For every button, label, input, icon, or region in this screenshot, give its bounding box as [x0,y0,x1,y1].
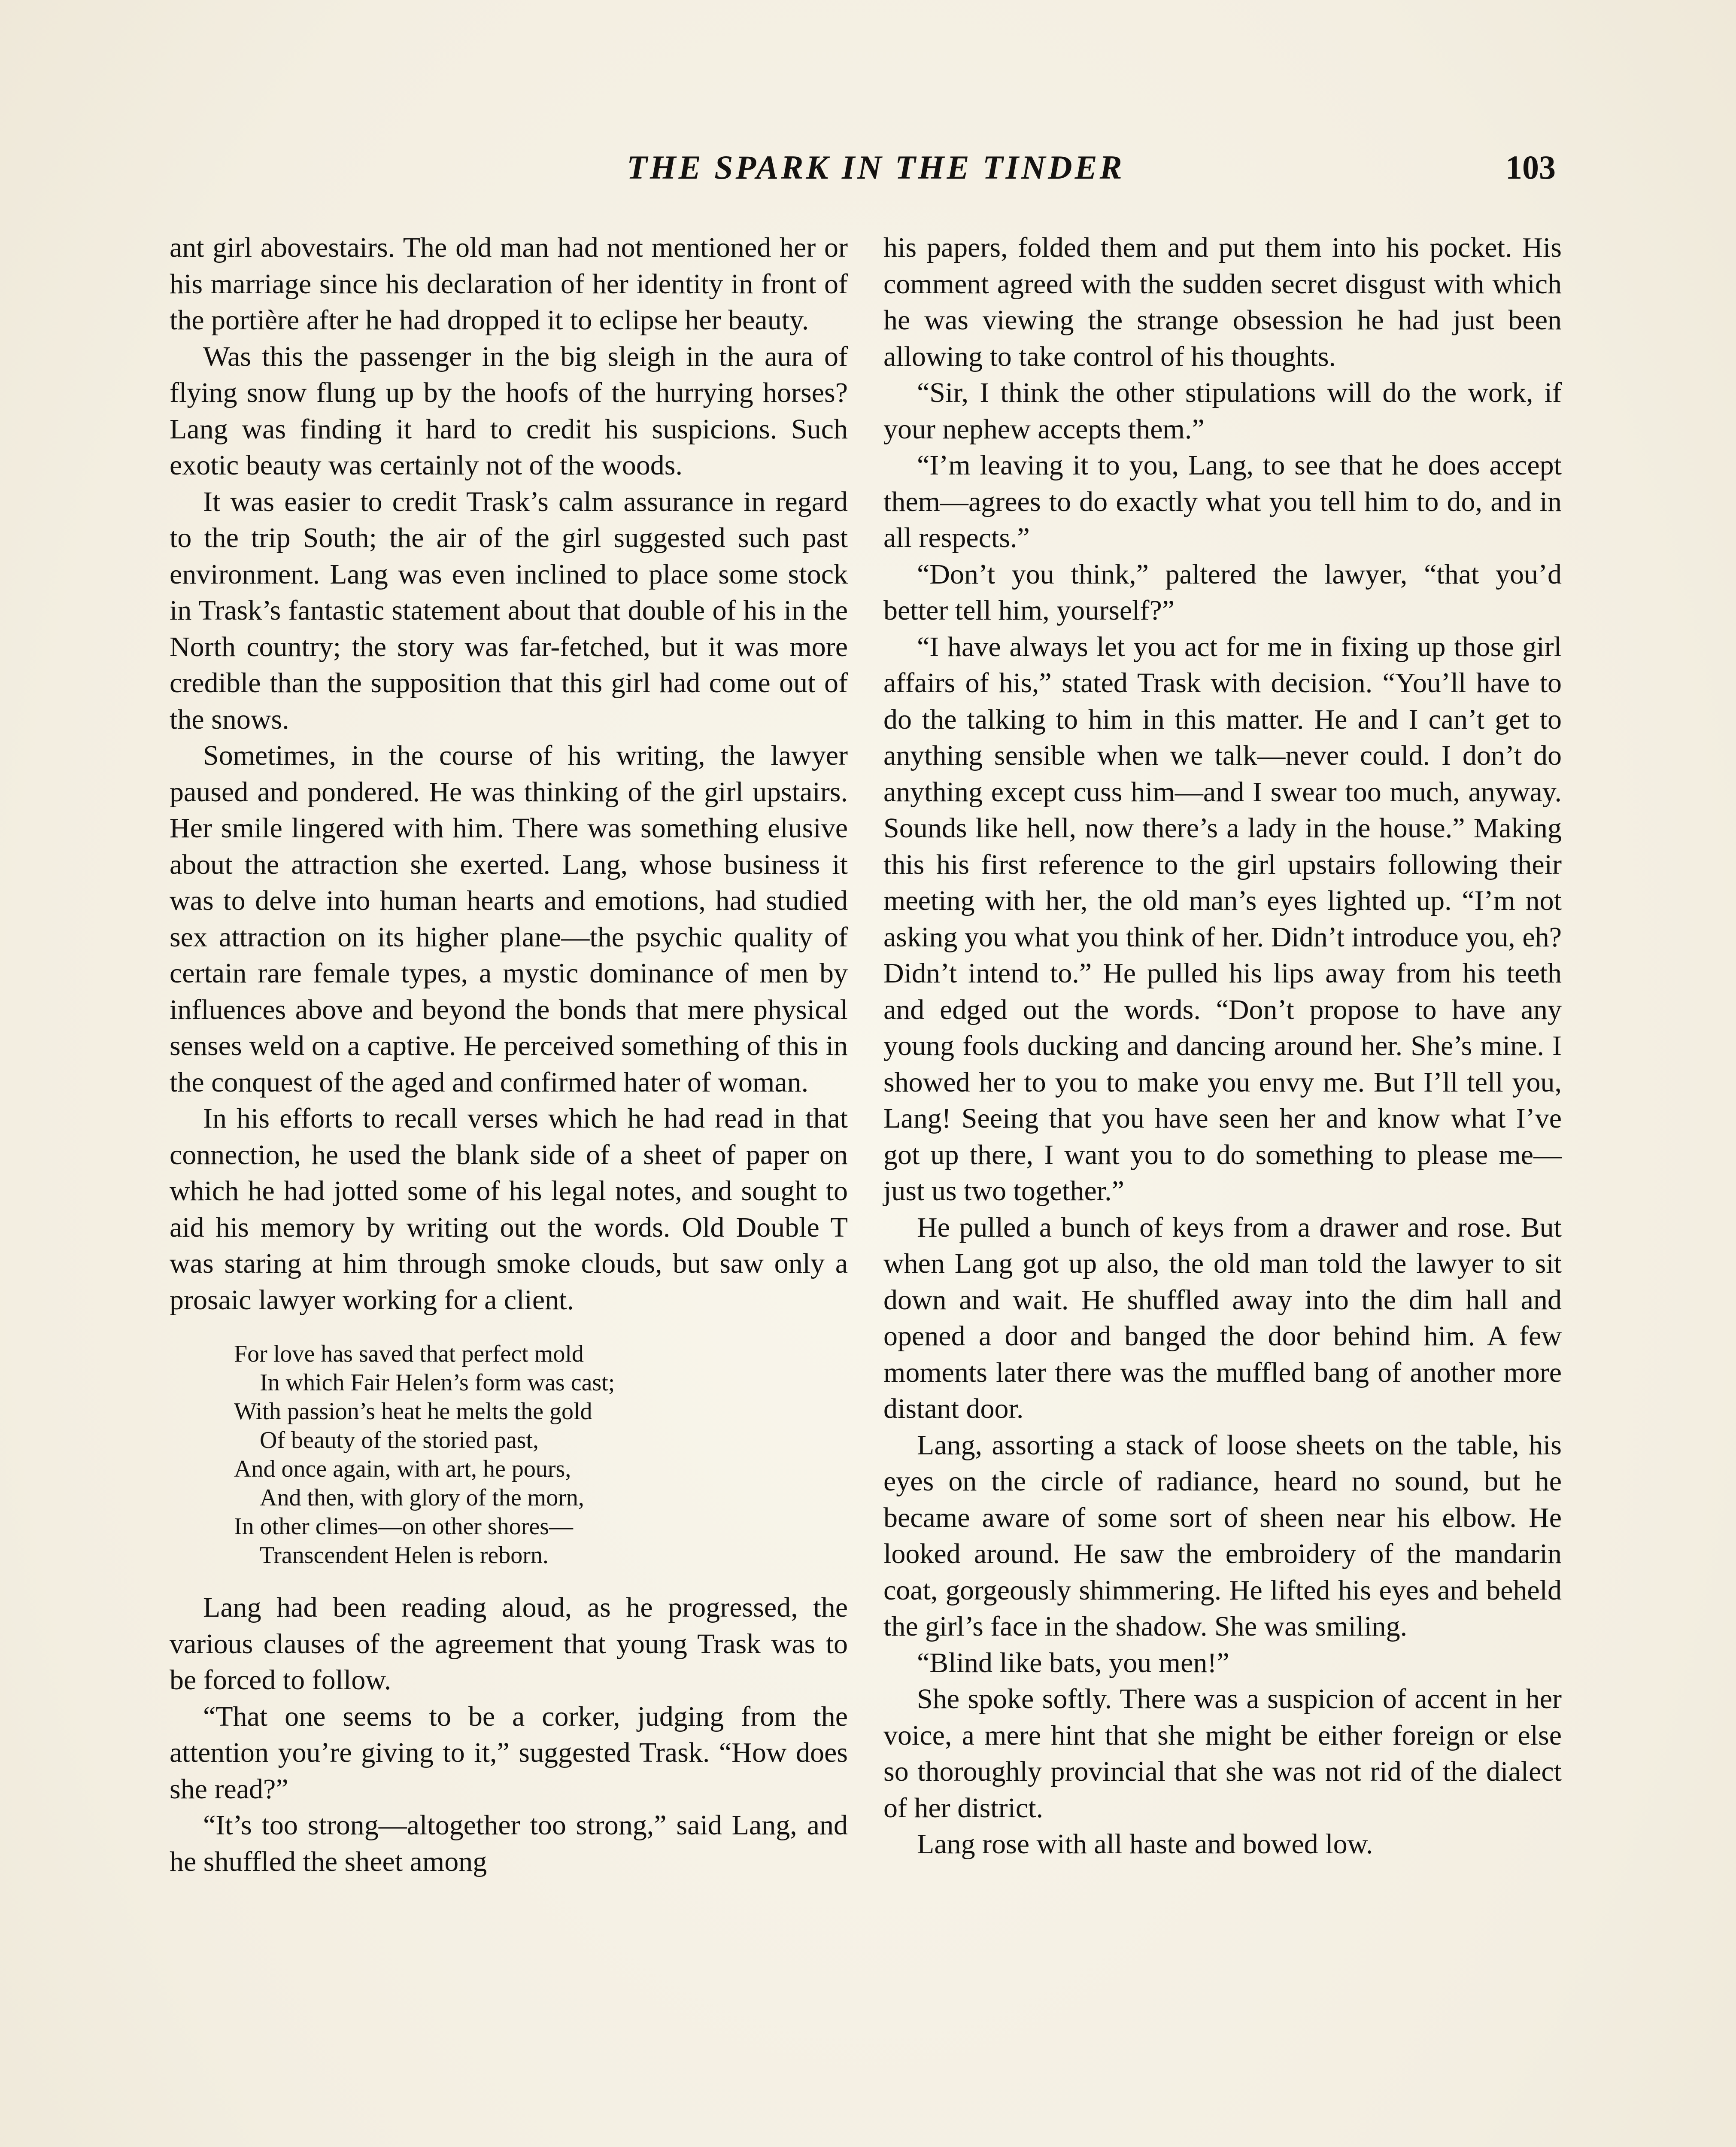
verse-line: In other climes—on other shores— [234,1513,574,1540]
paragraph: He pulled a bunch of keys from a drawer and rose. But when Lang got up also, the old man told the lawyer to sit down and wait. He shuffled away into the dim hall and opened a door and banged the door behind him. A few moments later there was the muffled bang of another more distant door. [883,1211,1562,1424]
paragraph: “It’s too strong—altogether too strong,” said Lang, and he shuffled the sheet among [170,1809,848,1877]
paragraph: “That one seems to be a corker, judging from the attention you’re giving to it,” suggested Trask. “How does she read?” [170,1700,848,1805]
paragraph: She spoke softly. There was a suspicion of accent in her voice, a mere hint that she might be either foreign or else so thoroughly provincial that she was not rid of the dialect of her district. [883,1683,1562,1824]
verse-line: For love has saved that perfect mold [234,1341,584,1367]
paragraph: “I have always let you act for me in fixing up those girl affairs of his,” stated Trask with decision. “You’ll have to do the talking to him in this matter. He and I can’t get to anything sensible when we talk—never could. I don’t do anything except cuss him—and I swear too much, anyway. Sounds like hell, now there’s a lady in the house.” Making this his first reference to the girl upstairs following their meeting with her, the old man’s eyes lighted up. “I’m not asking you what you think of her. Didn’t introduce you, eh? Didn’t intend to.” He pulled his lips away from his teeth and edged out the words. “Don’t propose to have any young fools ducking and dancing around her. She’s mine. I showed her to you to make you envy me. But I’ll tell you, Lang! Seeing that you have seen her and know what I’ve got up there, I want you to do something to please me—just us two together.” [883,631,1562,1207]
paragraph: Lang rose with all haste and bowed low. [917,1828,1373,1860]
running-title: THE SPARK IN THE TINDER [627,149,1125,186]
paragraph: Was this the passenger in the big sleigh in the aura of flying snow flung up by the hoofs of the hurrying horses? Lang was finding it hard to credit his suspicions. Such exotic beauty was certainly not of the woods. [170,341,848,481]
paragraph: ant girl abovestairs. The old man had not mentioned her or his marriage since his declaration of her identity in front of the portière after he had dropped it to eclipse her beauty. [170,232,848,336]
right-column [883,230,1562,1863]
verse-line: Transcendent Helen is reborn. [260,1542,549,1569]
paragraph: Lang, assorting a stack of loose sheets on the table, his eyes on the circle of radiance, heard no sound, but he became aware of some sort of sheen near his elbow. He looked around. He saw the embroidery of the mandarin coat, gorgeously shimmering. He lifted his eyes and beheld the girl’s face in the shadow. She was smiling. [883,1429,1562,1642]
left-column [170,230,848,1880]
verse-line: Of beauty of the storied past, [260,1427,539,1454]
paragraph: In his efforts to recall verses which he had read in that connection, he used the blank side of a sheet of paper on which he had jotted some of his legal notes, and sought to aid his memory by writing out the words. Old Double T was staring at him through smoke clouds, but saw only a prosaic lawyer working for a client. [170,1103,848,1316]
paragraph: Lang had been reading aloud, as he progressed, the various clauses of the agreement that young Trask was to be forced to follow. [170,1592,848,1696]
paragraph: “Sir, I think the other stipulations will do the work, if your nephew accepts them.” [883,377,1562,445]
verse-block [170,1340,848,1570]
paragraph: Sometimes, in the course of his writing, the lawyer paused and pondered. He was thinking of the girl upstairs. Her smile lingered with him. There was something elusive about the attraction she exerted. Lang, whose business it was to delve into human hearts and emotions, had studied sex attraction on its higher plane—the psychic quality of certain rare female types, a mystic dominance of men by influences above and beyond the bonds that mere physical senses weld on a captive. He perceived something of this in the conquest of the aged and confirmed hater of woman. [170,740,848,1098]
paragraph: “Blind like bats, you men!” [917,1647,1229,1679]
paragraph: his papers, folded them and put them into his pocket. His comment agreed with the sudden secret disgust with which he was viewing the strange obsession he had just been allowing to take control of his thoughts. [883,232,1562,372]
paragraph: “Don’t you think,” paltered the lawyer, “that you’d better tell him, yourself?” [883,558,1562,626]
verse-line: In which Fair Helen’s form was cast; [260,1369,615,1396]
verse-line: And once again, with art, he pours, [234,1456,571,1482]
page-number: 103 [1505,149,1556,186]
verse-line: And then, with glory of the morn, [260,1484,584,1511]
paragraph: It was easier to credit Trask’s calm assurance in regard to the trip South; the air of the girl suggested such past environment. Lang was even inclined to place some stock in Trask’s fantastic statement about that double of his in the North country; the story was far-fetched, but it was more credible than the supposition that this girl had come out of the snows. [170,486,848,735]
verse-line: With passion’s heat he melts the gold [234,1398,592,1425]
paragraph: “I’m leaving it to you, Lang, to see that he does accept them—agrees to do exactly what you tell him to do, and in all respects.” [883,450,1562,553]
